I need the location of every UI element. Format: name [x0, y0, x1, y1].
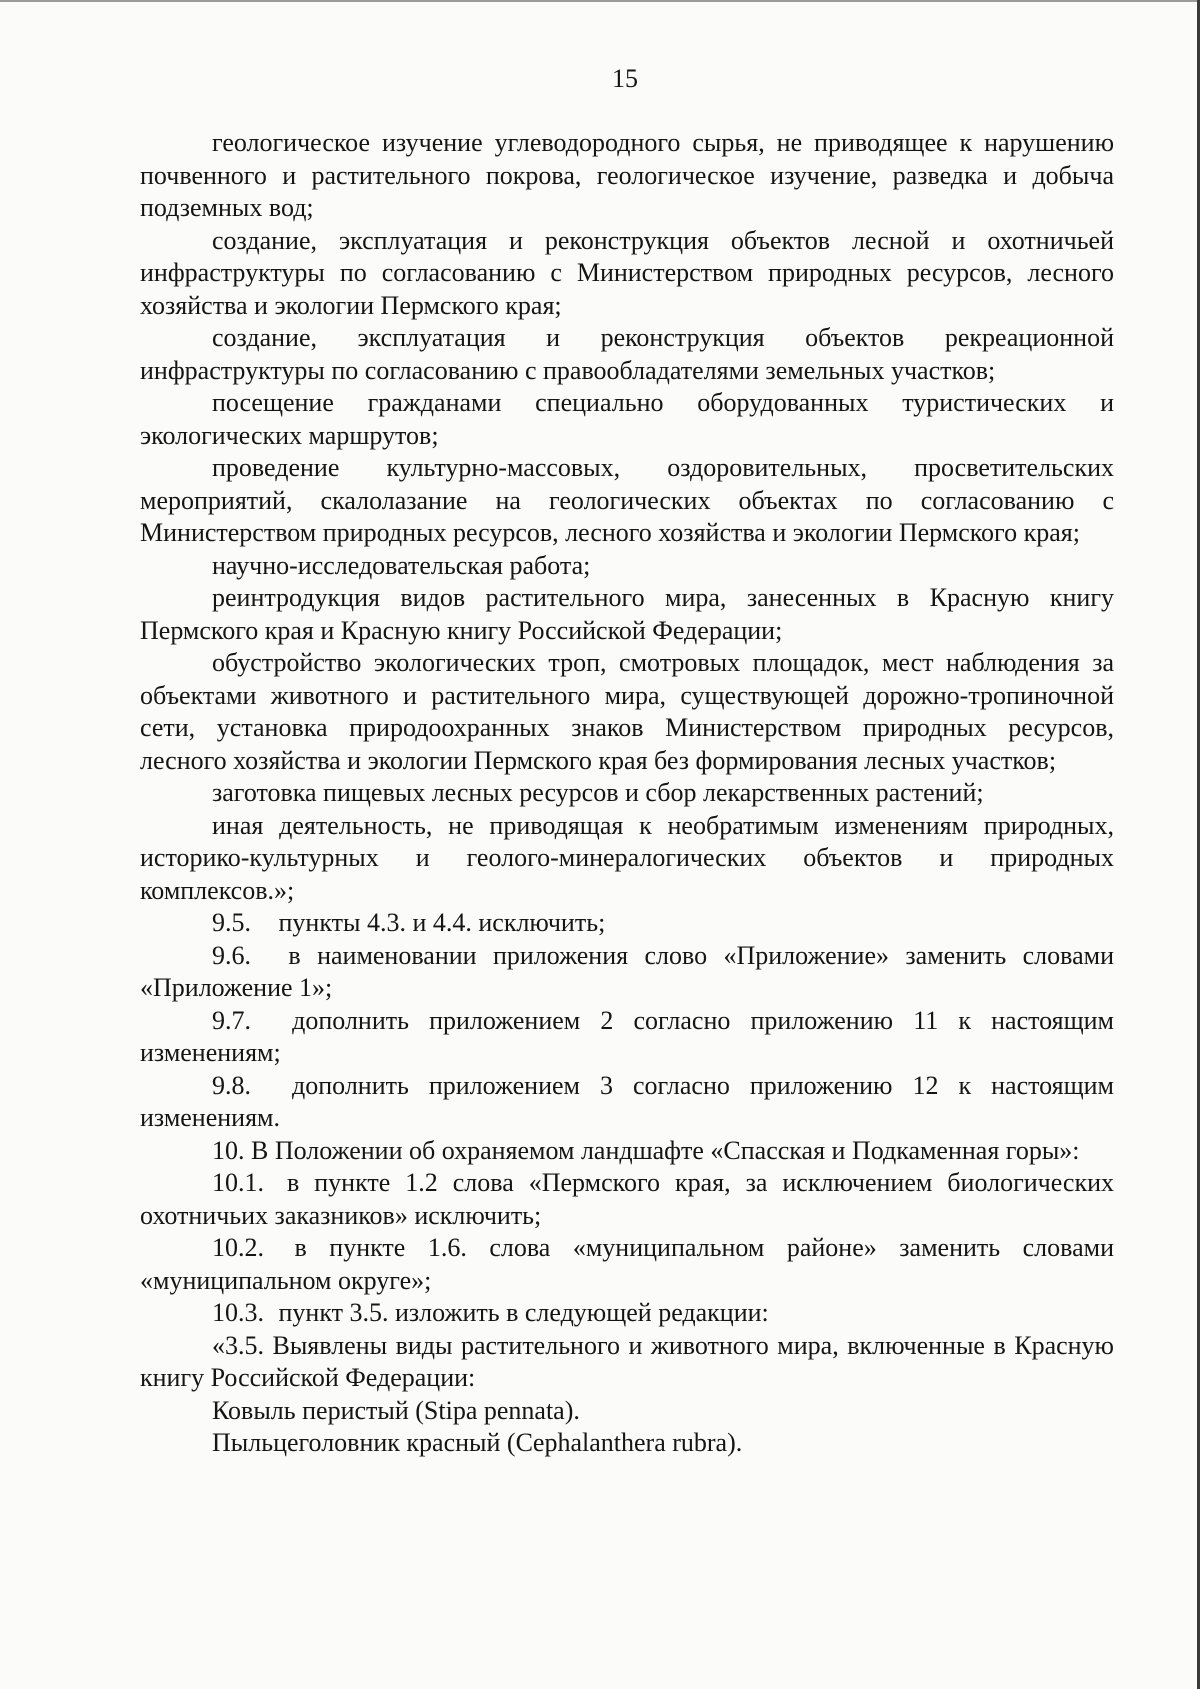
document-body	[140, 127, 1114, 1460]
item-text: пункт 3.5. изложить в следующей редакции:	[278, 1298, 769, 1327]
paragraph: иная деятельность, не приводящая к необратимым изменениям природных, историко-культурных и геолого-минералогических объектов и природных комплексов.»;	[140, 810, 1114, 905]
list-item	[140, 1070, 1114, 1135]
list-item	[140, 907, 1114, 940]
list-item	[140, 1005, 1114, 1070]
paragraph: создание, эксплуатация и реконструкция объектов лесной и охотничьей инфраструктуры по согласованию с Министерством природных ресурсов, лесного хозяйства и экологии Пермского края;	[140, 225, 1114, 320]
item-text: в пункте 1.6. слова «муниципальном районе» заменить словами «муниципальном округе»;	[140, 1233, 1114, 1295]
paragraph: научно-исследовательская работа;	[212, 550, 591, 580]
paragraph: обустройство экологических троп, смотровых площадок, мест наблюдения за объектами животного и растительного мира, существующей дорожно-тропиночной сети, установка природоохранных знаков Министерством природных ресурсов, лесного хозяйства и экологии Пермского края без формирования лесных участков;	[140, 648, 1114, 775]
list-item	[140, 1232, 1114, 1297]
item-text: дополнить приложением 2 согласно приложению 11 к настоящим изменениям;	[140, 1005, 1114, 1067]
page-number: 15	[612, 64, 638, 93]
item-number: 10.3.	[212, 1298, 264, 1327]
item-number: 10.1.	[212, 1168, 264, 1197]
paragraph: проведение культурно-массовых, оздоровительных, просветительских мероприятий, скалолазание на геологических объектах по согласованию с Министерством природных ресурсов, лесного хозяйства и экологии Пермского края;	[140, 453, 1114, 547]
item-number: 9.7.	[212, 1005, 251, 1035]
item-number: 9.6.	[212, 940, 251, 970]
item-text: в пункте 1.2 слова «Пермского края, за исключением биологических охотничьих заказников» исключить;	[140, 1168, 1115, 1230]
list-item	[140, 1167, 1114, 1232]
paragraph: геологическое изучение углеводородного сырья, не приводящее к нарушению почвенного и растительного покрова, геологическое изучение, разведка и добыча подземных вод;	[140, 128, 1114, 222]
paragraph: реинтродукция видов растительного мира, занесенных в Красную книгу Пермского края и Красную книгу Российской Федерации;	[140, 583, 1114, 645]
paragraph: посещение гражданами специально оборудованных туристических и экологических маршрутов;	[140, 388, 1114, 450]
paragraph: заготовка пищевых лесных ресурсов и сбор лекарственных растений;	[212, 778, 984, 807]
item-text: в наименовании приложения слово «Приложение» заменить словами «Приложение 1»;	[140, 940, 1115, 1002]
item-number: 10.2.	[212, 1233, 264, 1262]
scan-edge-top	[0, 0, 1200, 2]
list-item	[140, 1297, 1114, 1330]
species-entry: Пыльцеголовник красный (Cephalanthera rubra).	[212, 1428, 743, 1457]
species-entry: Ковыль перистый (Stipa pennata).	[212, 1395, 580, 1425]
list-item	[140, 940, 1114, 1005]
item-number: 9.5.	[212, 908, 251, 937]
item-number: 9.8.	[212, 1070, 251, 1100]
item-text: пункты 4.3. и 4.4. исключить;	[278, 908, 606, 937]
paragraph: «3.5. Выявлены виды растительного и животного мира, включенные в Красную книгу Российской Федерации:	[140, 1330, 1114, 1392]
section-heading: 10. В Положении об охраняемом ландшафте «Спасская и Подкаменная горы»:	[212, 1135, 1080, 1165]
paragraph: создание, эксплуатация и реконструкция объектов рекреационной инфраструктуры по согласованию с правообладателями земельных участков;	[140, 323, 1114, 385]
item-text: дополнить приложением 3 согласно приложению 12 к настоящим изменениям.	[140, 1070, 1114, 1132]
